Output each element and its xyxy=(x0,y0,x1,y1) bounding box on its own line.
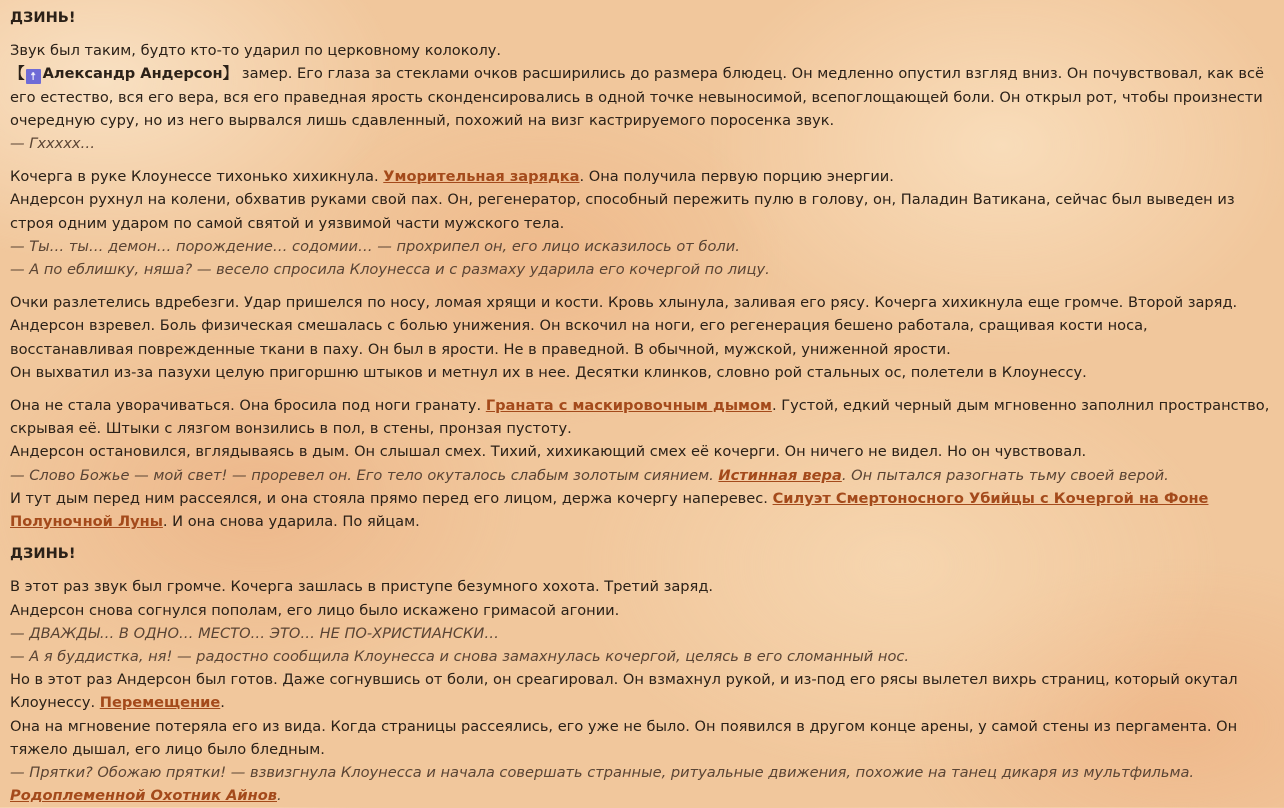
paragraph xyxy=(10,39,1274,62)
skill-link-istinnaya-vera[interactable]: Истинная вера xyxy=(718,466,842,484)
sentence: . И она снова ударила. По яйцам. xyxy=(162,513,420,531)
paragraph: Она на мгновение потеряла его из вида. Когда страницы рассеялись, его уже не было. Он появился в другом конце арены, у самой стены из пергамента. Он тяжело дышал, его лицо было бледным. xyxy=(10,717,1238,758)
skill-link-siluet[interactable]: Силуэт Смертоносного Убийцы с Кочергой на Фоне Полуночной Луны xyxy=(10,489,1209,531)
paragraph: Андерсон рухнул на колени, обхватив руками свой пах. Он, регенератор, способный пережить пулю в голову, он, Паладин Ватикана, сейчас был выведен из строя одним ударом по самой святой и уязвимой части мужского тела. xyxy=(10,191,1235,232)
dialogue-line xyxy=(10,464,1274,487)
skill-link-granata[interactable]: Граната с маскировочным дымом xyxy=(485,397,772,415)
paragraph xyxy=(10,394,1274,440)
tag-bracket-close: 】 xyxy=(222,65,238,83)
paragraph: В этот раз звук был громче. Кочерга зашлась в приступе безумного хохота. Третий заряд. xyxy=(10,578,714,596)
paragraph xyxy=(10,668,1274,714)
sound-effect-heading: ДЗИНЬ! xyxy=(10,9,76,26)
cross-icon: ☨ xyxy=(26,69,41,84)
sentence: Но в этот раз Андерсон был готов. Даже согнувшись от боли, он среагировал. Он взмахнул рукой, и из-под его рясы вылетел вихрь страниц, который окутал Клоунессу. xyxy=(10,671,1238,712)
sentence: . Она получила первую порцию энергии. xyxy=(579,168,894,186)
paragraph: Он выхватил из-за пазухи целую пригоршню штыков и метнул их в нее. Десятки клинков, словно рой стальных ос, полетели в Клоунессу. xyxy=(10,363,1087,381)
dialogue-line: — А по еблишку, няша? — весело спросила Клоунесса и с размаху ударила его кочергой по лицу. xyxy=(10,261,770,279)
skill-link-rodoplemennoy-okhotnik[interactable]: Родоплеменной Охотник Айнов xyxy=(10,787,277,805)
skill-link-peremeshchenie[interactable]: Перемещение xyxy=(99,694,221,712)
paragraph: Андерсон остановился, вглядываясь в дым. Он слышал смех. Тихий, хихикающий смех её кочерги. Он ничего не видел. Но он чувствовал. xyxy=(10,443,1087,461)
paragraph xyxy=(10,487,1274,533)
paragraph xyxy=(10,62,1274,132)
sentence: — Слово Божье — мой свет! — проревел он. Его тело окуталось слабым золотым сиянием. xyxy=(10,466,719,484)
dialogue-line: — Ты… ты… демон… порождение… содомии… — прохрипел он, его лицо исказилось от боли. xyxy=(10,237,740,255)
paragraph: Андерсон взревел. Боль физическая смешалась с болью унижения. Он вскочил на ноги, его регенерация бешено работала, сращивая кости носа, восстанавливая поврежденные ткани в паху. Он был в ярости. Не в праведной. В обычной, мужской, униженной ярости. xyxy=(10,317,1148,358)
sentence: — Прятки? Обожаю прятки! — взвизгнула Клоунесса и начала совершать странные, ритуальные движения, похожие на танец дикаря из мультфильма. xyxy=(10,764,1195,782)
sentence: Звук был таким, будто кто-то ударил по церковному колоколу. xyxy=(10,42,502,60)
sentence: . Густой, едкий черный дым мгновенно заполнил пространство, скрывая её. Штыки с лязгом вонзились в пол, в стены, пронзая пустоту. xyxy=(10,397,1270,438)
skill-link-umoritelnaya-zaryadka[interactable]: Уморительная зарядка xyxy=(383,168,580,186)
sentence: . xyxy=(220,694,225,712)
sentence: . xyxy=(277,787,282,805)
character-name: Александр Андерсон xyxy=(42,65,223,83)
dialogue-line xyxy=(10,761,1274,807)
sound-effect-heading: ДЗИНЬ! xyxy=(10,545,76,563)
sentence: . Он пытался разогнать тьму своей верой. xyxy=(841,466,1169,484)
paragraph: Очки разлетелись вдребезги. Удар пришелся по носу, ломая хрящи и кости. Кровь хлынула, заливая его рясу. Кочерга хихикнула еще громче. Второй заряд. xyxy=(10,294,1238,312)
dialogue-line: — ДВАЖДЫ… В ОДНО… МЕСТО… ЭТО… НЕ ПО-ХРИСТИАНСКИ… xyxy=(10,624,499,642)
tag-bracket-open: 【 xyxy=(10,65,25,83)
sentence: Кочерга в руке Клоунессе тихонько хихикнула. xyxy=(10,168,384,186)
dialogue-line: — Гxxxxx… xyxy=(10,135,96,153)
dialogue-line: — А я буддистка, ня! — радостно сообщила Клоунесса и снова замахнулась кочергой, целясь в его сломанный нос. xyxy=(10,648,910,666)
paragraph xyxy=(10,165,1274,188)
sentence: Она не стала уворачиваться. Она бросила под ноги гранату. xyxy=(10,397,486,415)
sentence: замер. Его глаза за стеклами очков расширились до размера блюдец. Он медленно опустил взгляд вниз. Он почувствовал, как всё его естество, вся его вера, вся его праведная ярость сконденсировались в одной точке невыносимой, всепоглощающей боли. Он открыл рот, чтобы произнести очередную суру, но из него вырвался лишь сдавленный, похожий на визг кастрируемого поросенка звук. xyxy=(10,65,1264,129)
character-tag xyxy=(10,65,237,82)
paragraph: Андерсон снова согнулся пополам, его лицо было искажено гримасой агонии. xyxy=(10,601,620,619)
sentence: И тут дым перед ним рассеялся, и она стояла прямо перед его лицом, держа кочергу наперевес. xyxy=(10,489,773,507)
